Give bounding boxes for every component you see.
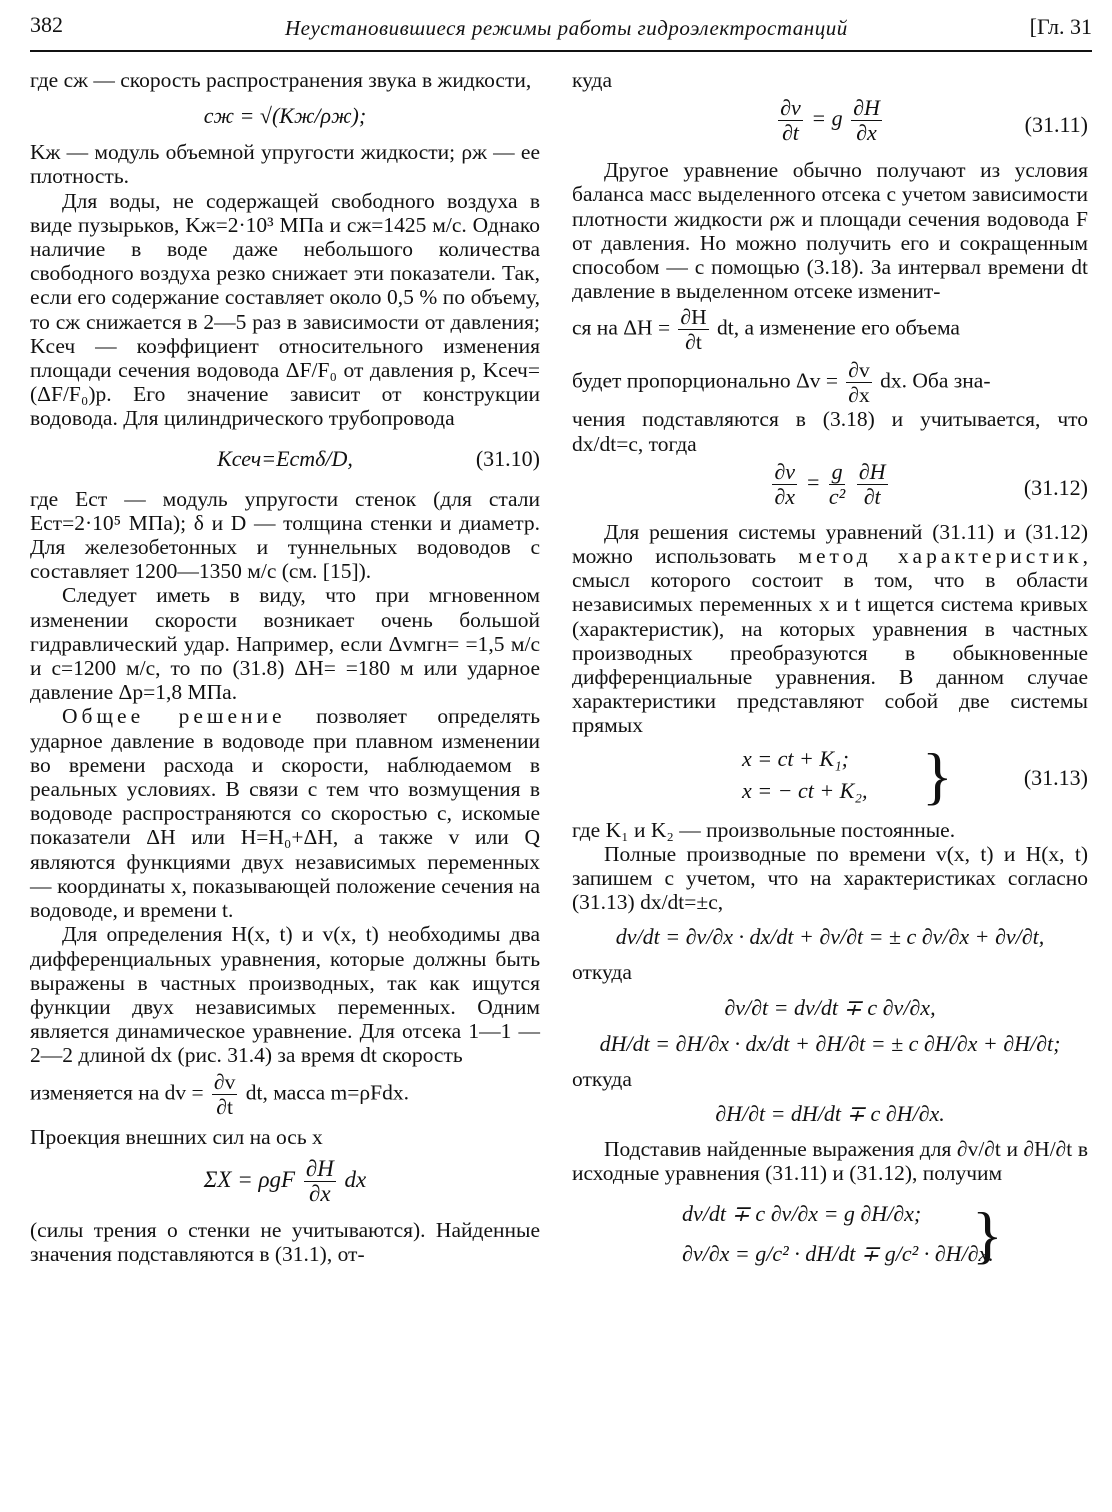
numerator: ∂v [774,458,796,484]
chapter-label: [Гл. 31 [1029,14,1092,39]
paragraph [30,704,540,922]
denominator: ∂x [856,120,877,146]
text: dt, а изменение его объема [717,315,960,340]
equation-partial-h: ∂H/∂t = dH/dt ∓ c ∂H/∂x. [715,1100,945,1126]
paragraph [572,520,1088,738]
right-column [572,68,1088,1279]
numerator: ∂H [853,95,880,121]
paragraph: чения подставляются в (3.18) и учитывается, что dx/dt=c, тогда [572,407,1088,456]
numerator: ∂v [214,1069,236,1094]
paragraph: Для воды, не содержащей свободного воздуха в виде пузырьков, Kж=2·10³ МПа и cж=1425 м/с. Однако наличие в воде даже небольшого количества свободного воздуха резко снижает эти показатели. Так, если его содержание составляет около 0,5 % по объему, то cж снижается в 2—5 раз в зависимости от давления; Kсеч — коэффициент относительного изменения площади сечения водовода ΔF/F₀ от давления p, Kсеч=(ΔF/F₀)p. Его значение зависит от конструкции водовода. Для цилиндрического трубопровода [30,188,540,431]
paragraph-inline-fraction [30,1070,540,1119]
paragraph: (силы трения о стенки не учитываются). Найденные значения подставляются в (31.1), от- [30,1217,540,1266]
denominator: ∂t [863,483,881,509]
denominator: ∂x [848,383,870,408]
fraction [678,305,708,354]
paragraph-inline-fraction [572,305,1088,354]
equation-number: (31.11) [1024,112,1088,138]
paragraph: Подставив найденные выражения для ∂v/∂t и ∂H/∂t в исходные уравнения (31.11) и (31.12), получим [572,1136,1088,1186]
equation-31-13 [572,739,1088,812]
text: , смысл которого состоит в том, что в области независимых переменных x и t ищется система кривых (характеристик), на которых уравнения в частных производных преобразуются в обыкновенные дифференциальные уравнения. В данном случае характеристики представляют собой две системы прямых [572,544,1088,738]
denominator: ∂t [685,330,702,355]
fraction [857,460,888,509]
equals-sign: = [805,469,821,495]
running-header [30,10,1092,52]
paragraph: Другое уравнение обычно получают из условия баланса масс выделенного отсека с учетом зависимости плотности жидкости ρж и площади сечения водовода F от давления. Но можно получить его и сокращенным способом — с помощью (3.18). За интервал времени dt давление в выделенном отсеке изменит- [572,158,1088,304]
text: ся на ΔH = [572,315,671,340]
numerator: ∂v [780,95,801,121]
paragraph: Для определения H(x, t) и v(x, t) необходимы два дифференциальных уравнения, которые должны быть выражены в частных производных, так как ищутся функции двух независимых переменных. Одним является динамическое уравнение. Для отсека 1—1 — 2—2 длиной dx (рис. 31.4) за время dt скорость [30,922,540,1068]
right-brace: } [972,1199,1003,1271]
numerator: ∂H [305,1155,334,1181]
denominator: ∂x [774,483,796,509]
paragraph: Следует иметь в виду, что при мгновенном изменении скорости возникает очень большой гидравлический удар. Например, если Δvмгн= =1,5 м/с и c=1200 м/с, то по (31.8) ΔH= =180 м или ударное давление Δp=1,8 МПа. [30,583,540,705]
equation-line: x = − ct + K₂, [742,777,868,803]
equation-total-derivative-v: dv/dt = ∂v/∂x · dx/dt + ∂v/∂t = ± c ∂v/∂x + ∂v/∂t, [615,924,1045,950]
fraction [772,460,797,509]
equation-system [572,1195,1088,1279]
text: dx. Оба зна- [880,368,991,393]
equation-31-11 [572,96,1088,154]
text: будет пропорционально Δv = [572,368,839,393]
equation-total-derivative-h: dH/dt = ∂H/∂x · dx/dt + ∂H/∂t = ± c ∂H/∂x + ∂H/∂t; [599,1030,1061,1056]
equation-body: Kсеч=Eстδ/D, [217,445,353,471]
equation-line: dv/dt ∓ c ∂v/∂x = g ∂H/∂x; [682,1201,922,1227]
equation-sum-forces [30,1157,540,1206]
paragraph-text: позволяет определять ударное давление в водоводе при плавном изменении во времени расхода и скорости, наблюдаемом в реальных условиях. В связи с тем что возмущения в водоводе распространяются со скоростью c, искомые показатели ΔH или H=H₀+ΔH, а также v или Q являются функциями двух независимых переменных — координаты x, показывающей положение сечения на водоводе, и времени t. [30,704,540,923]
denominator: ∂t [216,1094,234,1119]
numerator: ∂H [680,305,707,330]
text: dx [344,1166,367,1192]
paragraph: откуда [572,960,632,985]
denominator: ∂t [781,120,799,146]
text: ΣX = ρgF [203,1166,296,1192]
paragraph: Проекция внешних сил на ось x [30,1124,323,1149]
paragraph: откуда [572,1066,632,1091]
equation-line: x = ct + K₁; [742,745,849,771]
paragraph: куда [572,68,613,92]
numerator: ∂H [858,458,886,484]
equation-number: (31.12) [1023,474,1088,500]
paragraph-inline-fraction [572,358,1088,407]
fraction [829,460,845,509]
fraction [846,358,871,407]
page-number: 382 [30,12,63,37]
running-title: Неустановившиеся режимы работы гидроэлектростанций [285,16,848,40]
text: dt, масса m=ρFdx. [245,1079,409,1104]
spaced-term: метод характеристик [798,544,1083,569]
numerator: ∂v [848,358,870,383]
paragraph: Kж — модуль объемной упругости жидкости; ρж — ее плотность. [30,140,540,189]
text: = g [811,105,843,131]
fraction [212,1070,237,1119]
fraction [851,96,882,145]
numerator: g [829,460,845,485]
equation-31-12 [572,460,1088,516]
equation-number: (31.13) [1023,764,1088,790]
denominator: ∂x [309,1180,331,1206]
paragraph: Полные производные по времени v(x, t) и H(x, t) запишем с учетом, что на характеристиках согласно (31.13) dx/dt=±c, [572,841,1088,915]
left-column [30,68,540,1266]
spaced-term: Общее решение [62,704,286,729]
text: Для решения системы уравнений (31.11) и (31.12) можно использовать [572,519,1088,569]
fraction [304,1157,336,1206]
denominator: c² [828,483,846,509]
paragraph: где cж — скорость распространения звука в жидкости, [30,68,532,92]
paragraph: где Eст — модуль упругости стенок (для стали Eст=2·10⁵ МПа); δ и D — толщина стенки и диаметр. Для железобетонных и туннельных водоводов c составляет 1200—1350 м/с (см. [15]). [30,486,540,584]
paragraph: где K₁ и K₂ — произвольные постоянные. [572,817,956,842]
equation-number: (31.10) [475,445,540,471]
equation-line: ∂v/∂x = g/c² · dH/dt ∓ g/c² · ∂H/∂x. [682,1241,994,1267]
equation-31-10 [30,435,540,483]
equation-partial-v: ∂v/∂t = dv/dt ∓ c ∂v/∂x, [724,994,936,1020]
text: изменяется на dv = [30,1079,204,1104]
fraction [778,96,803,145]
right-brace: } [922,739,953,811]
equation-sound-speed: cж = √(Kж/ρж); [203,103,367,129]
